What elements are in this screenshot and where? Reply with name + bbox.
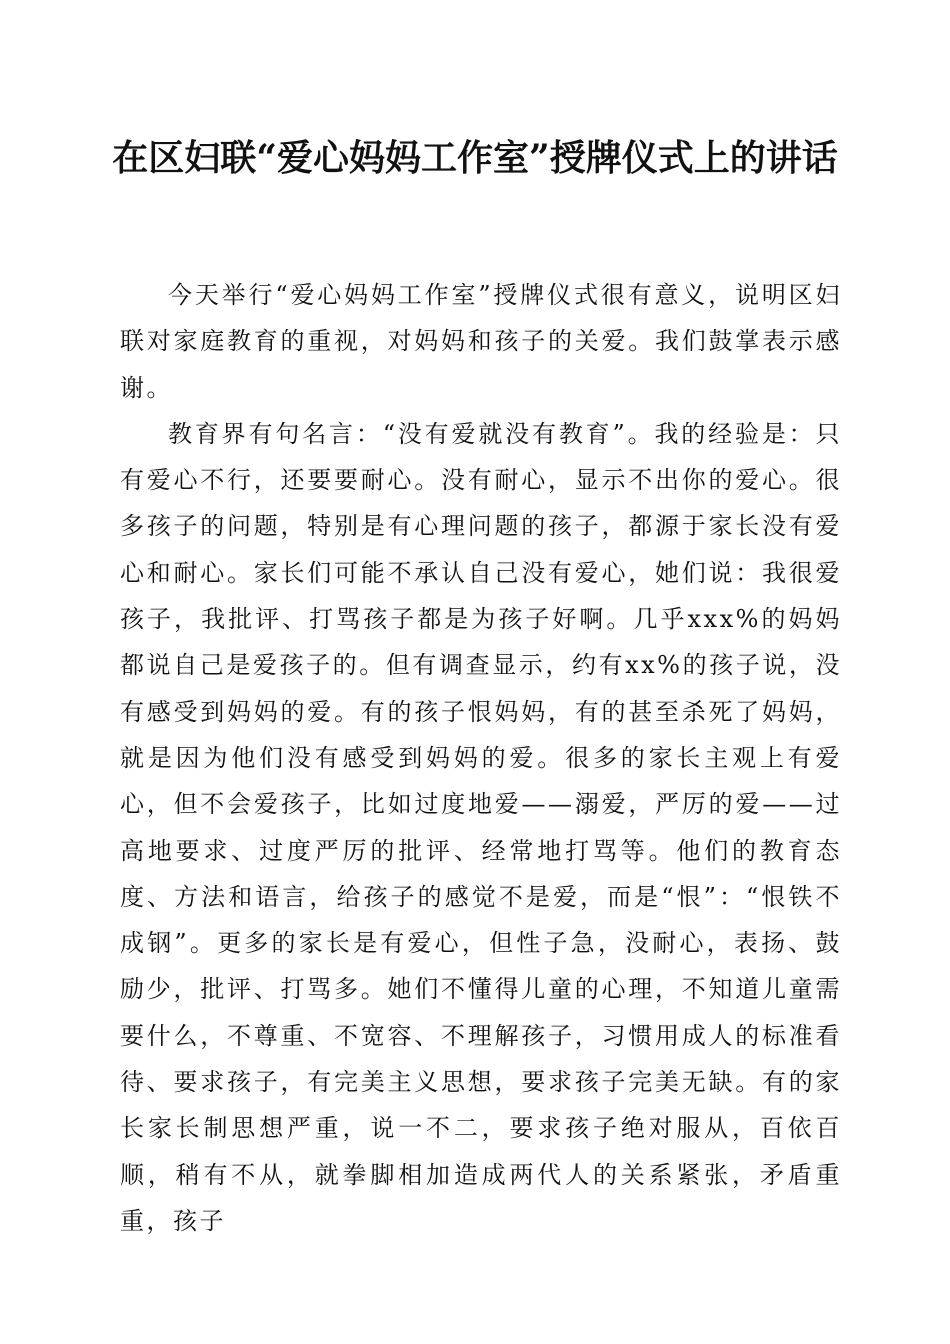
document-title: 在区妇联“爱心妈妈工作室”授牌仪式上的讲话 bbox=[112, 137, 838, 179]
document-body bbox=[120, 272, 842, 1244]
paragraph-2: 教育界有句名言：“没有爱就没有教育”。我的经验是：只有爱心不行，还要要耐心。没有耐心，显示不出你的爱心。很多孩子的问题，特别是有心理问题的孩子，都源于家长没有爱心和耐心。家长们可能不承认自己没有爱心，她们说：我很爱孩子，我批评、打骂孩子都是为孩子好啊。几乎xxx%的妈妈都说自己是爱孩子的。但有调查显示，约有xx%的孩子说，没有感受到妈妈的爱。有的孩子恨妈妈，有的甚至杀死了妈妈，就是因为他们没有感受到妈妈的爱。很多的家长主观上有爱心，但不会爱孩子，比如过度地爱——溺爱，严厉的爱——过高地要求、过度严厉的批评、经常地打骂等。他们的教育态度、方法和语言，给孩子的感觉不是爱，而是“恨”：“恨铁不成钢”。更多的家长是有爱心，但性子急，没耐心，表扬、鼓励少，批评、打骂多。她们不懂得儿童的心理，不知道儿童需要什么，不尊重、不宽容、不理解孩子，习惯用成人的标准看待、要求孩子，有完美主义思想，要求孩子完美无缺。有的家长家长制思想严重，说一不二，要求孩子绝对服从，百依百顺，稍有不从，就拳脚相加造成两代人的关系紧张，矛盾重重，孩子 bbox=[120, 419, 842, 1235]
paragraph-1: 今天举行“爱心妈妈工作室”授牌仪式很有意义，说明区妇联对家庭教育的重视，对妈妈和孩子的关爱。我们鼓掌表示感谢。 bbox=[120, 281, 842, 402]
